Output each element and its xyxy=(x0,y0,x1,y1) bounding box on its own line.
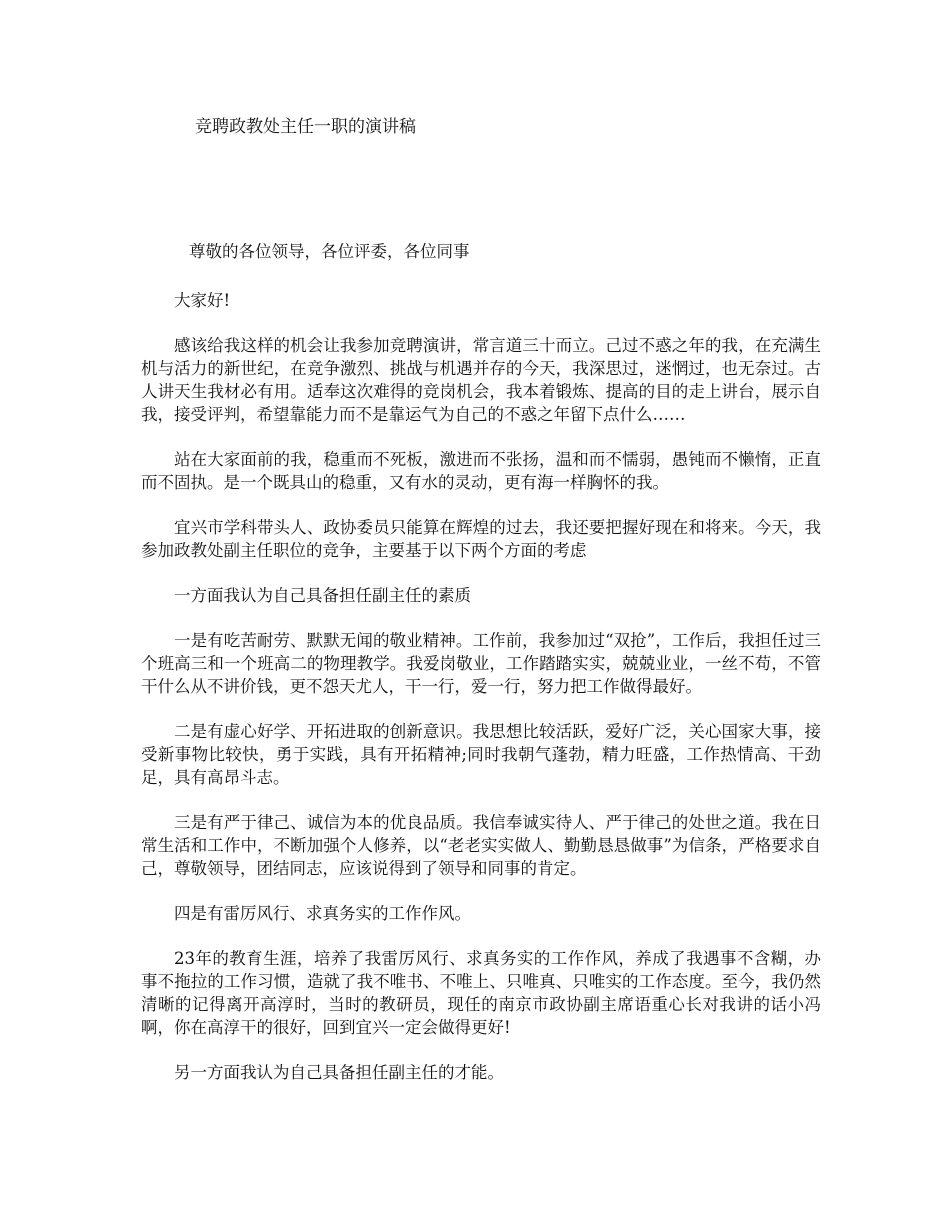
paragraph-quality-two: 二是有虚心好学、开拓进取的创新意识。我思想比较活跃，爱好广泛，关心国家大事，接受新事物比较快，勇于实践，具有开拓精神;同时我朝气蓬勃，精力旺盛，工作热情高、干劲足，具有高昂斗志。 xyxy=(141,722,821,787)
paragraph-self-description: 站在大家面前的我，稳重而不死板，激进而不张扬，温和而不懦弱，愚钝而不懒惰，正直而不固执。是一个既具山的稳重，又有水的灵动，更有海一样胸怀的我。 xyxy=(141,450,821,492)
document-body xyxy=(141,240,821,1106)
paragraph-opening: 感该给我这样的机会让我参加竞聘演讲，常言道三十而立。己过不惑之年的我，在充满生机与活力的新世纪，在竞争激烈、挑战与机遇并存的今天，我深思过，迷惘过，也无奈过。古人讲天生我材必有用。适奉这次难得的竞岗机会，我本着锻炼、提高的目的走上讲台，展示自我，接受评判，希望靠能力而不是靠运气为自己的不惑之年留下点什么…… xyxy=(141,336,821,424)
paragraph-motivation: 宜兴市学科带头人、政协委员只能算在辉煌的过去，我还要把握好现在和将来。今天，我参加政教处副主任职位的竞争，主要基于以下两个方面的考虑 xyxy=(141,518,821,560)
paragraph-abilities-heading: 另一方面我认为自己具备担任副主任的才能。 xyxy=(174,1063,504,1082)
salutation: 尊敬的各位领导，各位评委，各位同事 xyxy=(189,242,470,261)
paragraph-quality-three: 三是有严于律己、诚信为本的优良品质。我信奉诚实待人、严于律己的处世之道。我在日常生活和工作中，不断加强个人修养，以“老老实实做人、勤勤恳恳做事”为信条，严格要求自己，尊敬领导，团结同志，应该说得到了领导和同事的肯定。 xyxy=(141,813,821,878)
paragraph-quality-one: 一是有吃苦耐劳、默默无闻的敬业精神。工作前，我参加过“双抢”，工作后，我担任过三个班高三和一个班高二的物理教学。我爱岗敬业，工作踏踏实实，兢兢业业，一丝不苟，不管干什么从不讲价钱，更不怨天尤人，干一行，爱一行，努力把工作做得最好。 xyxy=(141,631,821,696)
paragraph-greeting: 大家好! xyxy=(174,291,231,310)
paragraph-qualities-heading: 一方面我认为自己具备担任副主任的素质 xyxy=(174,586,471,605)
paragraph-quality-four: 四是有雷厉风行、求真务实的工作作风。 xyxy=(174,904,471,923)
paragraph-career: 23年的教育生涯，培养了我雷厉风行、求真务实的工作作风，养成了我遇事不含糊，办事不拖拉的工作习惯，造就了我不唯书、不唯上、只唯真、只唯实的工作态度。至今，我仍然清晰的记得离开高淳时，当时的教研员，现任的南京市政协副主席语重心长对我讲的话小冯啊，你在高淳干的很好，回到宜兴一定会做得更好! xyxy=(141,949,821,1037)
document-title: 竞聘政教处主任一职的演讲稿 xyxy=(195,117,416,137)
